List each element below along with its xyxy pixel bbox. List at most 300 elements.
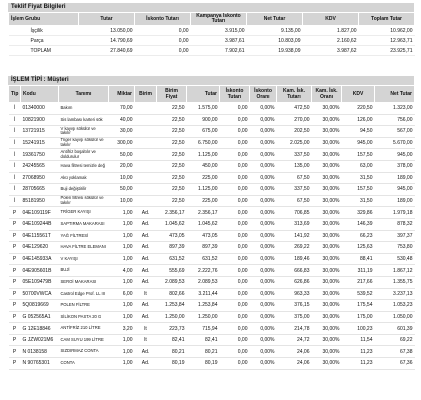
table-cell: 2.089,53: [187, 276, 220, 288]
table-cell: [135, 126, 157, 138]
header-birim: Birim: [135, 86, 157, 103]
table-cell: 0,00%: [250, 242, 277, 254]
quote-summary-header-row: [9, 13, 415, 26]
table-cell: 0,00%: [250, 265, 277, 277]
table-cell: 0,00%: [250, 160, 277, 172]
table-cell: 2.025,00: [277, 137, 312, 149]
table-cell: [135, 195, 157, 207]
table-cell: 3.211,44: [187, 288, 220, 300]
header-iskonto-tutari: İskonto Tutarı: [135, 13, 191, 26]
table-cell: 0,00%: [250, 311, 277, 323]
table-cell: 30,00%: [312, 207, 342, 219]
table-row: [9, 242, 415, 254]
table-cell: 1.323,00: [375, 103, 415, 115]
table-cell: 0,00%: [250, 126, 277, 138]
description-cell: HAVA FİLTRE ELEMANI: [59, 242, 109, 254]
table-row: [9, 172, 415, 184]
table-cell: 897,39: [157, 242, 187, 254]
table-cell: 22,50: [157, 195, 187, 207]
table-cell: 0,00: [220, 114, 250, 126]
table-row: [9, 230, 415, 242]
summary-cell: 1.827,00: [303, 26, 359, 36]
operations-title: İŞLEM TİPİ : Müşteri: [8, 76, 414, 85]
table-cell: 0,00: [220, 160, 250, 172]
table-cell: 945,00: [342, 137, 375, 149]
operations-body: [9, 103, 415, 370]
table-cell: 1.250,00: [157, 311, 187, 323]
table-cell: P: [9, 242, 21, 254]
table-cell: 473,05: [187, 230, 220, 242]
table-cell: 30,00%: [312, 114, 342, 126]
table-cell: 1,00: [109, 253, 135, 265]
table-cell: 472,50: [277, 103, 312, 115]
table-cell: 157,50: [342, 184, 375, 196]
table-cell: 50700VWCA: [21, 288, 59, 300]
description-cell: V KAYIŞI: [59, 253, 109, 265]
table-cell: 67,38: [375, 346, 415, 358]
table-cell: 1.867,12: [375, 265, 415, 277]
table-cell: G 12E18846: [21, 323, 59, 335]
table-cell: 4,00: [109, 265, 135, 277]
table-cell: 30,00%: [312, 311, 342, 323]
description-cell: SİLİKON PASTA 20 G: [59, 311, 109, 323]
table-cell: 22,50: [157, 160, 187, 172]
table-cell: 0,00: [220, 358, 250, 370]
table-cell: 24,72: [277, 334, 312, 346]
header-kam-isk-orani: Kam. İsk. Oranı: [312, 86, 342, 103]
quote-summary-row: [9, 26, 415, 36]
summary-cell: 12.963,71: [359, 36, 415, 46]
table-cell: P: [9, 346, 21, 358]
summary-cell: 3.987,61: [191, 36, 247, 46]
table-cell: 666,83: [277, 265, 312, 277]
table-cell: 30,00%: [312, 218, 342, 230]
table-cell: P: [9, 358, 21, 370]
description-cell: V kayışı sökülür ve takılır: [59, 126, 109, 138]
table-cell: lt: [135, 334, 157, 346]
table-cell: 30,00%: [312, 253, 342, 265]
table-cell: 897,39: [187, 242, 220, 254]
table-cell: 04E129620: [21, 242, 59, 254]
table-cell: 22,50: [157, 172, 187, 184]
table-cell: Ad.: [135, 311, 157, 323]
table-cell: 337,50: [277, 149, 312, 161]
table-cell: 300,00: [109, 137, 135, 149]
description-cell: Sis lambası karteri sök: [59, 114, 109, 126]
summary-cell: 27.840,69: [79, 46, 135, 56]
table-cell: 0,00: [220, 126, 250, 138]
table-cell: 0,00: [220, 137, 250, 149]
table-cell: 5Q0819669: [21, 300, 59, 312]
table-cell: 24,06: [277, 346, 312, 358]
table-cell: 450,00: [187, 160, 220, 172]
table-cell: 0,00%: [250, 172, 277, 184]
table-cell: 1,00: [109, 334, 135, 346]
table-cell: 189,00: [375, 195, 415, 207]
description-cell: Bakım: [59, 103, 109, 115]
table-cell: 0,00%: [250, 276, 277, 288]
table-cell: 10821900: [21, 114, 59, 126]
table-cell: 157,50: [342, 149, 375, 161]
table-cell: 189,46: [277, 253, 312, 265]
table-cell: 66,23: [342, 230, 375, 242]
table-cell: 67,36: [375, 358, 415, 370]
table-cell: 706,85: [277, 207, 312, 219]
table-cell: 1,00: [109, 300, 135, 312]
header-net-tutar: Net Tutar: [375, 86, 415, 103]
table-cell: Ad.: [135, 218, 157, 230]
table-cell: 04E109119F: [21, 207, 59, 219]
table-row: [9, 323, 415, 335]
table-cell: 10,00: [109, 195, 135, 207]
table-row: [9, 334, 415, 346]
table-cell: 31,50: [342, 195, 375, 207]
table-cell: 1.253,84: [187, 300, 220, 312]
table-row: [9, 137, 415, 149]
table-cell: Ad.: [135, 276, 157, 288]
table-cell: 0,00: [220, 346, 250, 358]
table-cell: 0,00%: [250, 230, 277, 242]
table-cell: 1.575,00: [187, 103, 220, 115]
table-cell: 30,00%: [312, 265, 342, 277]
table-cell: 175,54: [342, 300, 375, 312]
table-cell: 0,00%: [250, 358, 277, 370]
table-cell: 88,41: [342, 253, 375, 265]
table-cell: 70,00: [109, 103, 135, 115]
table-row: [9, 160, 415, 172]
table-cell: 30,00%: [312, 137, 342, 149]
table-cell: 0,00: [220, 103, 250, 115]
description-cell: CONTA: [59, 358, 109, 370]
table-cell: 0,00%: [250, 207, 277, 219]
table-cell: 94,50: [342, 126, 375, 138]
table-cell: İ: [9, 195, 21, 207]
table-cell: 0,00%: [250, 346, 277, 358]
table-cell: 40,00: [109, 114, 135, 126]
table-cell: 30,00%: [312, 103, 342, 115]
table-cell: 67,50: [277, 172, 312, 184]
table-cell: 1.125,00: [187, 149, 220, 161]
table-cell: 85181950: [21, 195, 59, 207]
table-cell: 223,73: [157, 323, 187, 335]
header-iskonto-tutari: İskonto Tutarı: [220, 86, 250, 103]
table-cell: 1.253,84: [157, 300, 187, 312]
table-row: [9, 149, 415, 161]
table-cell: Ad.: [135, 253, 157, 265]
description-cell: Castrol Edge Prof. LL III: [59, 288, 109, 300]
table-cell: 1.050,00: [375, 311, 415, 323]
table-cell: 220,50: [342, 103, 375, 115]
table-cell: 626,86: [277, 276, 312, 288]
table-cell: 30,00%: [312, 334, 342, 346]
table-cell: 473,05: [157, 230, 187, 242]
quote-summary-title: Teklif Fiyat Bilgileri: [8, 3, 414, 12]
table-cell: 24,06: [277, 358, 312, 370]
table-cell: 01340000: [21, 103, 59, 115]
table-cell: 30,00%: [312, 242, 342, 254]
table-cell: Ad.: [135, 230, 157, 242]
table-cell: 675,00: [187, 126, 220, 138]
table-cell: 2.089,53: [157, 276, 187, 288]
table-cell: İ: [9, 184, 21, 196]
table-cell: 175,00: [342, 311, 375, 323]
table-cell: 963,33: [277, 288, 312, 300]
table-cell: 82,41: [187, 334, 220, 346]
table-cell: [135, 137, 157, 149]
table-cell: lt: [135, 288, 157, 300]
summary-cell: 0,00: [135, 36, 191, 46]
table-cell: 6,00: [109, 288, 135, 300]
table-cell: P: [9, 334, 21, 346]
table-cell: 0,00: [220, 218, 250, 230]
operations-table: [8, 85, 415, 370]
table-cell: Ad.: [135, 346, 157, 358]
table-cell: 269,22: [277, 242, 312, 254]
table-cell: 337,50: [277, 184, 312, 196]
header-tutar: Tutar: [187, 86, 220, 103]
table-cell: 30,00%: [312, 230, 342, 242]
table-cell: 04E109244B: [21, 218, 59, 230]
quote-summary-row: [9, 46, 415, 56]
table-cell: 30,00%: [312, 160, 342, 172]
table-cell: 378,00: [375, 160, 415, 172]
table-cell: P: [9, 311, 21, 323]
table-cell: İ: [9, 149, 21, 161]
table-cell: [135, 149, 157, 161]
table-cell: 05E109479B: [21, 276, 59, 288]
summary-cell: 3.915,00: [191, 26, 247, 36]
table-cell: 0,00: [220, 149, 250, 161]
table-cell: 3.237,13: [375, 288, 415, 300]
table-cell: 1.045,62: [187, 218, 220, 230]
table-cell: 22,50: [157, 184, 187, 196]
table-cell: 04E145933A: [21, 253, 59, 265]
table-cell: [135, 184, 157, 196]
table-cell: 22,50: [157, 126, 187, 138]
table-cell: 2.356,17: [157, 207, 187, 219]
summary-cell: 14.790,69: [79, 36, 135, 46]
table-row: [9, 195, 415, 207]
table-cell: 945,00: [375, 149, 415, 161]
table-cell: 1,00: [109, 207, 135, 219]
table-cell: 80,21: [157, 346, 187, 358]
table-row: [9, 276, 415, 288]
table-cell: 04E905601B: [21, 265, 59, 277]
summary-cell: 9.135,00: [247, 26, 303, 36]
description-cell: Antifriz boşaltılır ve doldurulur: [59, 149, 109, 161]
table-cell: 146,39: [342, 218, 375, 230]
table-cell: 0,00: [220, 311, 250, 323]
table-cell: 0,00%: [250, 137, 277, 149]
table-cell: P: [9, 253, 21, 265]
table-cell: P: [9, 218, 21, 230]
table-cell: 397,37: [375, 230, 415, 242]
table-cell: 202,50: [277, 126, 312, 138]
table-cell: 0,00%: [250, 334, 277, 346]
table-cell: 0,00: [220, 242, 250, 254]
table-row: [9, 207, 415, 219]
table-cell: İ: [9, 172, 21, 184]
table-cell: 24245565: [21, 160, 59, 172]
table-cell: 80,21: [187, 346, 220, 358]
table-cell: P: [9, 207, 21, 219]
table-cell: 0,00: [220, 253, 250, 265]
summary-cell: 19.938,09: [247, 46, 303, 56]
table-cell: 539,52: [342, 288, 375, 300]
table-cell: [135, 103, 157, 115]
table-cell: G 052565A1: [21, 311, 59, 323]
table-cell: 189,00: [375, 172, 415, 184]
table-cell: [135, 114, 157, 126]
table-cell: 30,00%: [312, 172, 342, 184]
table-cell: 1,00: [109, 218, 135, 230]
table-row: [9, 126, 415, 138]
table-cell: 22,50: [157, 149, 187, 161]
table-cell: 11,23: [342, 346, 375, 358]
table-cell: 30,00%: [312, 184, 342, 196]
table-cell: 1,00: [109, 230, 135, 242]
table-row: [9, 346, 415, 358]
table-cell: 11,23: [342, 358, 375, 370]
header-kdv: KDV: [342, 86, 375, 103]
table-cell: 15241915: [21, 137, 59, 149]
table-cell: 878,32: [375, 218, 415, 230]
summary-group-label: İşçilik: [9, 26, 79, 36]
table-cell: 22,50: [157, 103, 187, 115]
table-cell: P: [9, 276, 21, 288]
header-tip: Tip: [9, 86, 21, 103]
table-cell: 126,00: [342, 114, 375, 126]
summary-cell: 7.902,61: [191, 46, 247, 56]
table-cell: 1,00: [109, 358, 135, 370]
table-cell: 2.356,17: [187, 207, 220, 219]
table-cell: 631,52: [187, 253, 220, 265]
table-cell: 2.222,76: [187, 265, 220, 277]
description-cell: YAĞ FİLTRESİ: [59, 230, 109, 242]
table-cell: 80,19: [187, 358, 220, 370]
table-cell: 20,00: [109, 160, 135, 172]
table-cell: 1.045,62: [157, 218, 187, 230]
table-cell: 141,92: [277, 230, 312, 242]
table-cell: 1.053,23: [375, 300, 415, 312]
table-cell: 329,86: [342, 207, 375, 219]
table-cell: 0,00%: [250, 300, 277, 312]
table-cell: 0,00: [220, 265, 250, 277]
table-cell: 67,50: [277, 195, 312, 207]
table-cell: 30,00%: [312, 300, 342, 312]
table-cell: 11,54: [342, 334, 375, 346]
table-cell: 1,00: [109, 346, 135, 358]
table-row: [9, 103, 415, 115]
table-cell: 0,00: [220, 184, 250, 196]
table-cell: 0,00: [220, 276, 250, 288]
operations-header-row: [9, 86, 415, 103]
table-cell: İ: [9, 160, 21, 172]
table-cell: 3,20: [109, 323, 135, 335]
table-row: [9, 358, 415, 370]
table-cell: 100,23: [342, 323, 375, 335]
table-cell: 217,66: [342, 276, 375, 288]
table-cell: 601,39: [375, 323, 415, 335]
table-cell: 0,00: [220, 230, 250, 242]
summary-cell: 10.962,00: [359, 26, 415, 36]
table-row: [9, 114, 415, 126]
table-cell: 6.750,00: [187, 137, 220, 149]
table-cell: 376,15: [277, 300, 312, 312]
table-cell: 1.355,75: [375, 276, 415, 288]
summary-cell: 10.803,09: [247, 36, 303, 46]
table-cell: 80,19: [157, 358, 187, 370]
table-cell: 1.125,00: [187, 184, 220, 196]
table-cell: 1,00: [109, 311, 135, 323]
header-tutar: Tutar: [79, 13, 135, 26]
table-cell: 19361750: [21, 149, 59, 161]
description-cell: ANTİFRİZ 210 LİTRE: [59, 323, 109, 335]
table-cell: Ad.: [135, 265, 157, 277]
table-cell: İ: [9, 114, 21, 126]
table-cell: 270,00: [277, 114, 312, 126]
table-cell: 13721915: [21, 126, 59, 138]
table-cell: İ: [9, 137, 21, 149]
header-iskonto-orani: İskonto Oranı: [250, 86, 277, 103]
table-cell: 753,80: [375, 242, 415, 254]
description-cell: SAPTIRMA MAKARASI: [59, 218, 109, 230]
table-cell: 10,00: [109, 172, 135, 184]
table-cell: Ad.: [135, 242, 157, 254]
table-cell: 802,66: [157, 288, 187, 300]
table-cell: 0,00%: [250, 253, 277, 265]
header-kampanya-iskonto-tutari: Kampanya İskonto Tutarı: [191, 13, 247, 26]
table-cell: N 90765301: [21, 358, 59, 370]
table-cell: 0,00%: [250, 195, 277, 207]
table-row: [9, 218, 415, 230]
table-cell: 28705665: [21, 184, 59, 196]
table-cell: 756,00: [375, 114, 415, 126]
table-cell: 30,00%: [312, 126, 342, 138]
table-cell: Ad.: [135, 207, 157, 219]
table-cell: 0,00%: [250, 184, 277, 196]
table-cell: 715,94: [187, 323, 220, 335]
header-kam-isk-tutari: Kam. İsk. Tutarı: [277, 86, 312, 103]
table-row: [9, 311, 415, 323]
table-cell: Ad.: [135, 358, 157, 370]
table-cell: [135, 172, 157, 184]
table-cell: P: [9, 288, 21, 300]
summary-group-label: Parça: [9, 36, 79, 46]
table-cell: 311,19: [342, 265, 375, 277]
header-tanimi: Tanımı: [59, 86, 109, 103]
description-cell: Akü yoklamak: [59, 172, 109, 184]
table-cell: 631,52: [157, 253, 187, 265]
table-cell: 5.670,00: [375, 137, 415, 149]
table-cell: 225,00: [187, 195, 220, 207]
table-cell: 0,00%: [250, 288, 277, 300]
table-cell: 225,00: [187, 172, 220, 184]
header-birim-fiyat: Birim Fiyat: [157, 86, 187, 103]
table-cell: 0,00: [220, 300, 250, 312]
table-cell: 0,00%: [250, 103, 277, 115]
header-kdv: KDV: [303, 13, 359, 26]
table-cell: P: [9, 265, 21, 277]
description-cell: Buji değiştirilir: [59, 184, 109, 196]
table-cell: 530,48: [375, 253, 415, 265]
summary-group-label: TOPLAM: [9, 46, 79, 56]
table-cell: G JZW021M6: [21, 334, 59, 346]
table-cell: [135, 160, 157, 172]
table-cell: 50,00: [109, 184, 135, 196]
header-kodu: Kodu: [21, 86, 59, 103]
table-cell: 313,69: [277, 218, 312, 230]
